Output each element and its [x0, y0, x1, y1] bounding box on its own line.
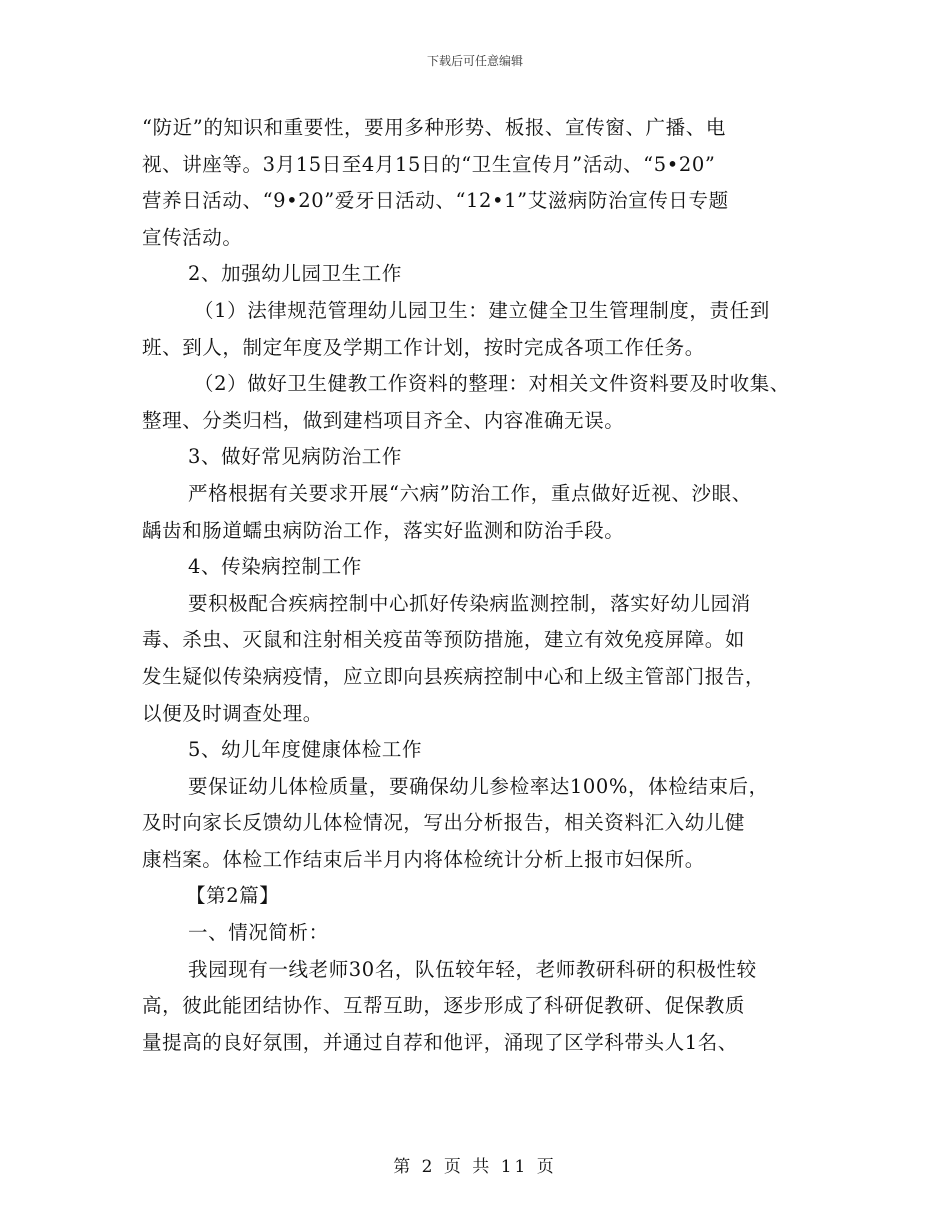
chapter-heading: 【第2篇】 — [186, 884, 280, 908]
text-line: （2）做好卫生健教工作资料的整理：对相关文件资料要及时收集、 — [194, 372, 790, 396]
text-line: 要保证幼儿体检质量，要确保幼儿参检率达100%，体检结束后， — [188, 774, 769, 798]
text-line: 宣传活动。 — [142, 225, 243, 249]
text-line: 班、到人，制定年度及学期工作计划，按时完成各项工作任务。 — [142, 335, 705, 359]
text-line: 严格根据有关要求开展“六病”防治工作，重点做好近视、沙眼、 — [188, 481, 752, 505]
text-line: 量提高的良好氛围，并通过自荐和他评，涌现了区学科带头人1名、 — [142, 1030, 738, 1054]
page-number: 第 2 页 共 11 页 — [393, 1157, 557, 1177]
section-heading: 5、幼儿年度健康体检工作 — [188, 738, 423, 762]
text-line: 及时向家长反馈幼儿体检情况，写出分析报告，相关资料汇入幼儿健 — [142, 811, 746, 835]
text-line: 以便及时调查处理。 — [142, 701, 323, 725]
text-line: 毒、杀虫、灭鼠和注射相关疫苗等预防措施，建立有效免疫屏障。如 — [142, 628, 746, 652]
section-heading: 3、做好常见病防治工作 — [188, 445, 403, 469]
section-heading: 一、情况简析： — [188, 921, 329, 945]
text-line: “防近”的知识和重要性，要用多种形势、板报、宣传窗、广播、电 — [142, 116, 726, 139]
text-line: 要积极配合疾病控制中心抓好传染病监测控制，落实好幼儿园消 — [188, 591, 751, 615]
text-line: 发生疑似传染病疫情，应立即向县疾病控制中心和上级主管部门报告， — [142, 664, 766, 688]
text-line: 视、讲座等。3月15日至4月15日的“卫生宣传月”活动、“5•20” — [142, 152, 716, 176]
text-line: 康档案。体检工作结束后半月内将体检统计分析上报市妇保所。 — [142, 847, 705, 871]
text-line: 整理、分类归档，做到建档项目齐全、内容准确无误。 — [142, 408, 625, 432]
section-heading: 2、加强幼儿园卫生工作 — [188, 262, 403, 286]
text-line: 我园现有一线老师30名，队伍较年轻，老师教研科研的积极性较 — [188, 957, 757, 981]
text-line: 高，彼此能团结协作、互帮互助，逐步形成了科研促教研、促保教质 — [142, 994, 746, 1018]
text-line: （1）法律规范管理幼儿园卫生：建立健全卫生管理制度，责任到 — [194, 298, 770, 322]
page-header: 下载后可任意编辑 — [426, 54, 523, 68]
text-line: 龋齿和肠道蠕虫病防治工作，落实好监测和防治手段。 — [142, 518, 625, 542]
document-body — [142, 110, 832, 1061]
section-heading: 4、传染病控制工作 — [188, 555, 362, 579]
text-line: 营养日活动、“9•20”爱牙日活动、“12•1”艾滋病防治宣传日专题 — [142, 189, 729, 213]
